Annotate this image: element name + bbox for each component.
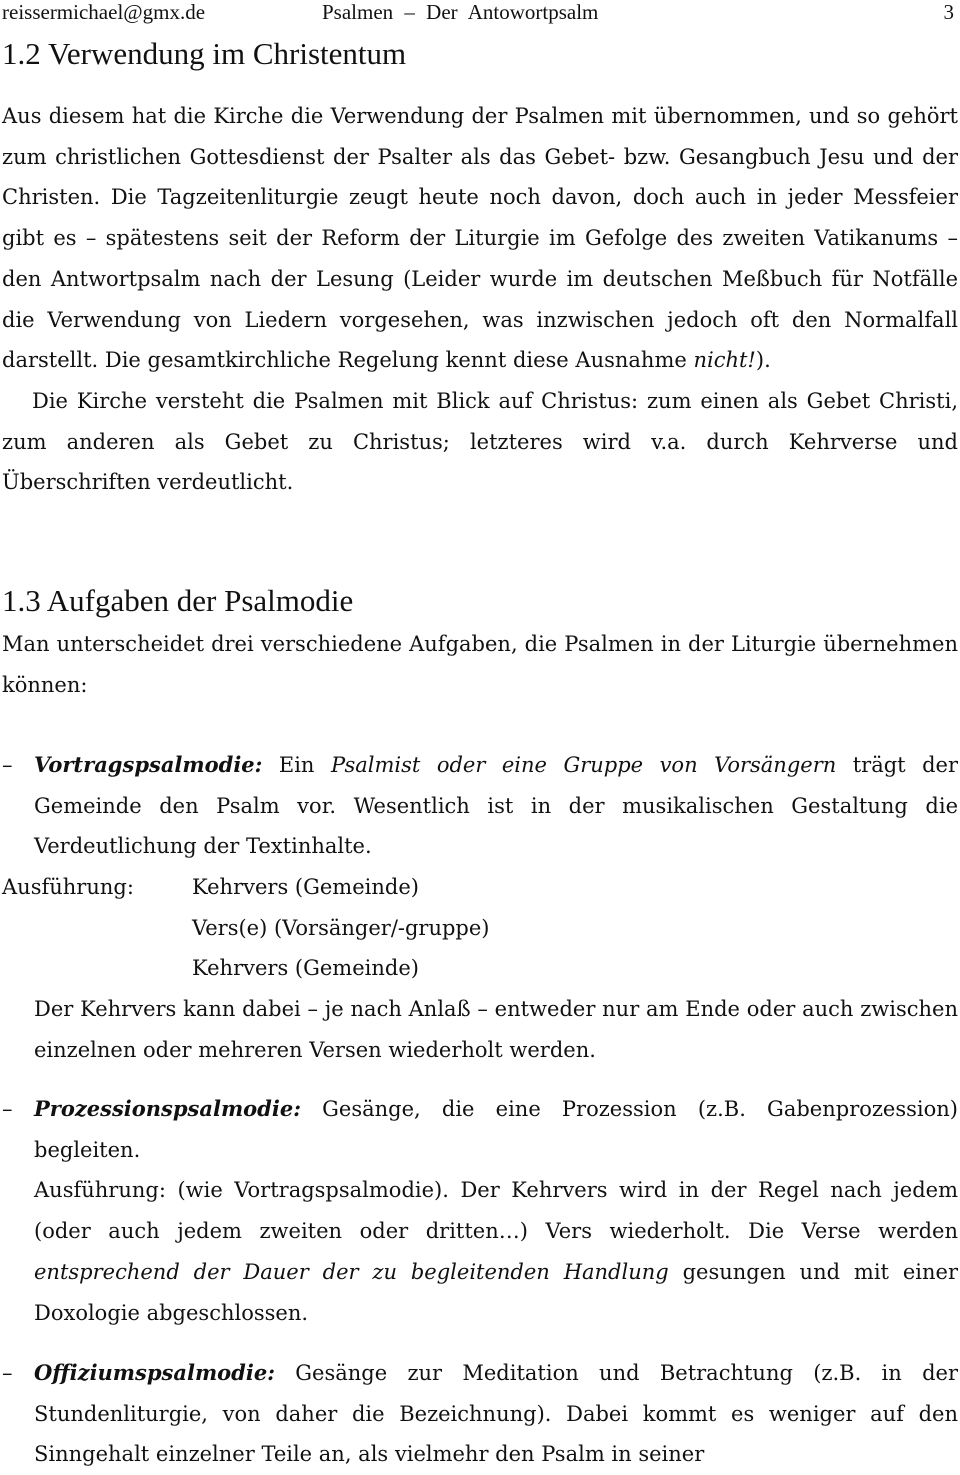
term-offiziumspsalmodie: Offiziumspsalmodie: — [34, 1360, 275, 1385]
header-email: reissermichael@gmx.de — [2, 0, 206, 24]
ausfuehrung-label: Ausführung: — [2, 875, 134, 899]
item-text: Gesänge, die eine Prozession (z.B. Gabenprozession) begleiten. — [34, 1097, 958, 1162]
list-item-prozessionspsalmodie — [2, 1089, 958, 1333]
term-prozessionspsalmodie: Prozessionspsalmodie: — [34, 1096, 301, 1121]
section-heading-1-3: 1.3 Aufgaben der Psalmodie — [2, 583, 354, 618]
list-item-body — [34, 1089, 958, 1333]
page-header — [0, 0, 960, 26]
paragraph-intro: Man unterscheidet drei verschiedene Aufgaben, die Psalmen in der Liturgie übernehmen können: — [2, 632, 958, 697]
list-dash: – — [2, 1097, 13, 1121]
ausfuehrung-line: Kehrvers (Gemeinde) — [192, 956, 419, 981]
section-heading-1-2: 1.2 Verwendung im Christentum — [2, 36, 407, 71]
emphasis-nicht: nicht! — [693, 348, 756, 373]
header-title: Psalmen – Der Antowortpsalm — [322, 0, 599, 24]
list-dash: – — [2, 1361, 13, 1385]
kehrvers-note: Der Kehrvers kann dabei – je nach Anlaß – entweder nur am Ende oder auch zwischen einzelnen oder mehreren Versen wiederholt werden. — [34, 997, 958, 1062]
item-text: gesungen und mit einer Doxologie abgeschlossen. — [34, 1259, 958, 1325]
item-text: trägt der Gemeinde den Psalm vor. Wesentlich ist in der musikalischen Gestaltung die Verdeutlichung der Textinhalte. — [34, 753, 959, 859]
item-text: Ausführung: (wie Vortragspsalmodie). Der Kehrvers wird in der Regel nach jedem (oder auch jedem zweiten oder dritten…) Vers wiederholt. Die Verse werden — [34, 1178, 958, 1244]
term-vortragspsalmodie: Vortragspsalmodie: — [34, 752, 263, 777]
item-emphasis: Psalmist oder eine Gruppe von Vorsängern — [330, 753, 837, 777]
paragraph-text: Aus diesem hat die Kirche die Verwendung der Psalmen mit übernommen, und so gehört zum christlichen Gottesdienst der Psalter als das Gebet- bzw. Gesangbuch Jesu und der Christen. Die Tagzeitenliturgie zeugt heute noch davon, doch auch in jeder Messfeier gibt es – spätestens seit der Reform der Liturgie im Gefolge des zweiten Vatikanums – den Antwortpsalm nach der Lesung (Leider wurde im deutschen Meßbuch für Notfälle die Verwendung von Liedern vorgesehen, was inzwischen jedoch oft den Normalfall darstellt. Die gesamtkirchliche Regelung kennt diese Ausnahme — [2, 104, 958, 373]
item-text: Ein — [262, 753, 331, 777]
item-text: Gesänge zur Meditation und Betrachtung (z.B. in der Stundenliturgie, von daher die Bezeichnung). Dabei kommt es weniger auf den Sinngehalt einzelner Teile an, als vielmehr den Psalm in seiner — [34, 1361, 958, 1467]
item-emphasis: entsprechend der Dauer der zu begleitenden Handlung — [34, 1259, 669, 1284]
list-item-body — [34, 1353, 958, 1475]
list-item-vortragspsalmodie — [2, 745, 958, 867]
ausfuehrung-block — [2, 867, 958, 989]
list-dash: – — [2, 753, 13, 777]
list-item-body — [34, 745, 958, 867]
paragraph-verwendung — [2, 96, 958, 503]
paragraph-text-end: ). — [755, 348, 771, 373]
page-number: 3 — [943, 0, 954, 24]
paragraph-christus: Die Kirche versteht die Psalmen mit Blick auf Christus: zum einen als Gebet Christi, zum anderen als Gebet zu Christus; letzteres wird v.a. durch Kehrverse und Überschriften verdeutlicht. — [2, 388, 958, 495]
list-item-offiziumspsalmodie — [2, 1353, 958, 1475]
ausfuehrung-line: Vers(e) (Vorsänger/-gruppe) — [192, 915, 490, 940]
ausfuehrung-line: Kehrvers (Gemeinde) — [192, 875, 419, 899]
